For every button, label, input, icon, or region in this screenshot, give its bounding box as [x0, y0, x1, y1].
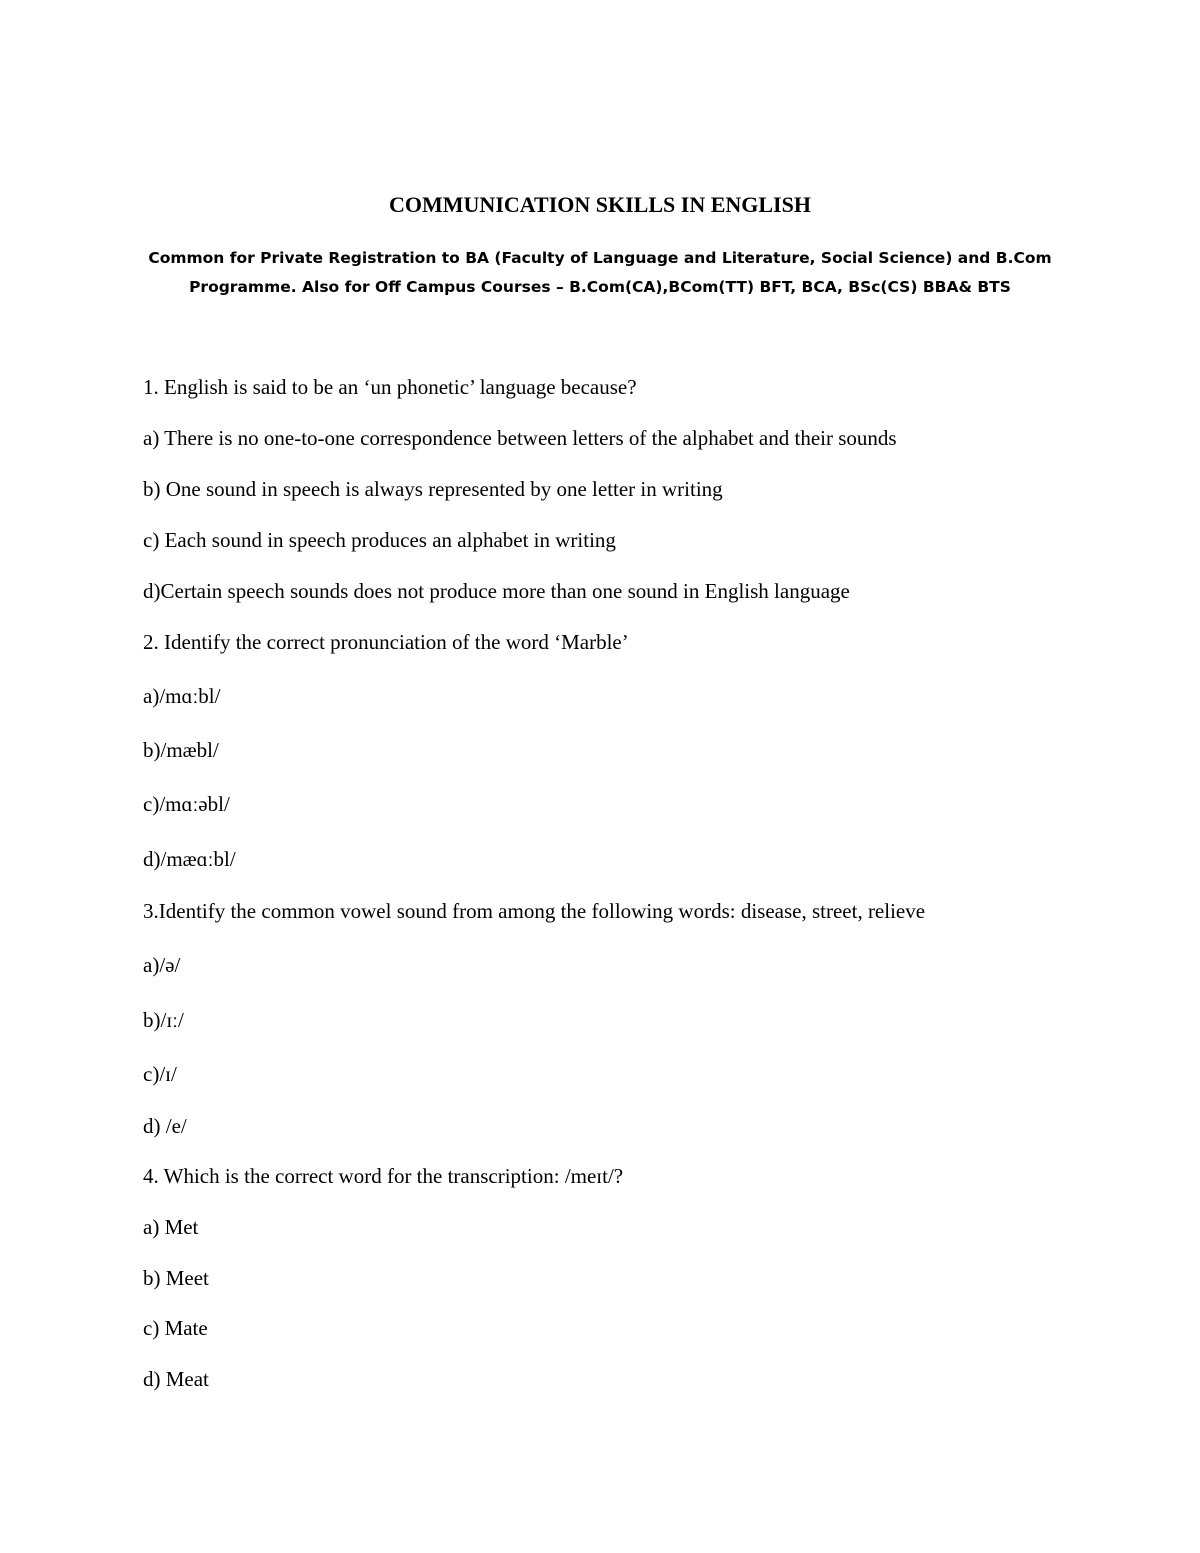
question-1-option-d: d)Certain speech sounds does not produce more than one sound in English language — [143, 579, 850, 603]
document-title: COMMUNICATION SKILLS IN ENGLISH — [389, 192, 811, 217]
question-4-option-b: b) Meet — [143, 1266, 209, 1290]
subtitle-line-1: Common for Private Registration to BA (Faculty of Language and Literature, Social Science) and B.Com — [148, 249, 1052, 267]
question-1-option-b: b) One sound in speech is always represented by one letter in writing — [143, 477, 723, 501]
question-3-option-c: c)/ɪ/ — [143, 1062, 177, 1086]
question-1-text: 1. English is said to be an ‘un phonetic’ language because? — [143, 375, 637, 399]
question-2-option-b: b)/mæbl/ — [143, 738, 219, 762]
question-4-text: 4. Which is the correct word for the transcription: /meɪt/? — [143, 1164, 624, 1188]
question-4-option-a: a) Met — [143, 1215, 199, 1239]
question-4-option-d: d) Meat — [143, 1367, 209, 1391]
question-1-option-a: a) There is no one-to-one correspondence between letters of the alphabet and their sounds — [143, 426, 897, 450]
question-1-option-c: c) Each sound in speech produces an alphabet in writing — [143, 528, 616, 552]
question-3-option-d: d) /e/ — [143, 1114, 187, 1138]
question-2-option-d: d)/mæɑːbl/ — [143, 847, 236, 871]
question-2-option-c: c)/mɑːəbl/ — [143, 792, 230, 816]
subtitle-line-2: Programme. Also for Off Campus Courses – B.Com(CA),BCom(TT) BFT, BCA, BSc(CS) BBA& BTS — [189, 278, 1011, 296]
question-4-option-c: c) Mate — [143, 1316, 208, 1340]
question-2-text: 2. Identify the correct pronunciation of the word ‘Marble’ — [143, 630, 629, 654]
question-3-text: 3.Identify the common vowel sound from among the following words: disease, street, relieve — [143, 899, 926, 923]
question-2-option-a: a)/mɑːbl/ — [143, 684, 221, 708]
document-subtitle — [120, 244, 1080, 302]
question-3-option-b: b)/ɪː/ — [143, 1008, 184, 1032]
question-3-option-a: a)/ə/ — [143, 953, 181, 977]
